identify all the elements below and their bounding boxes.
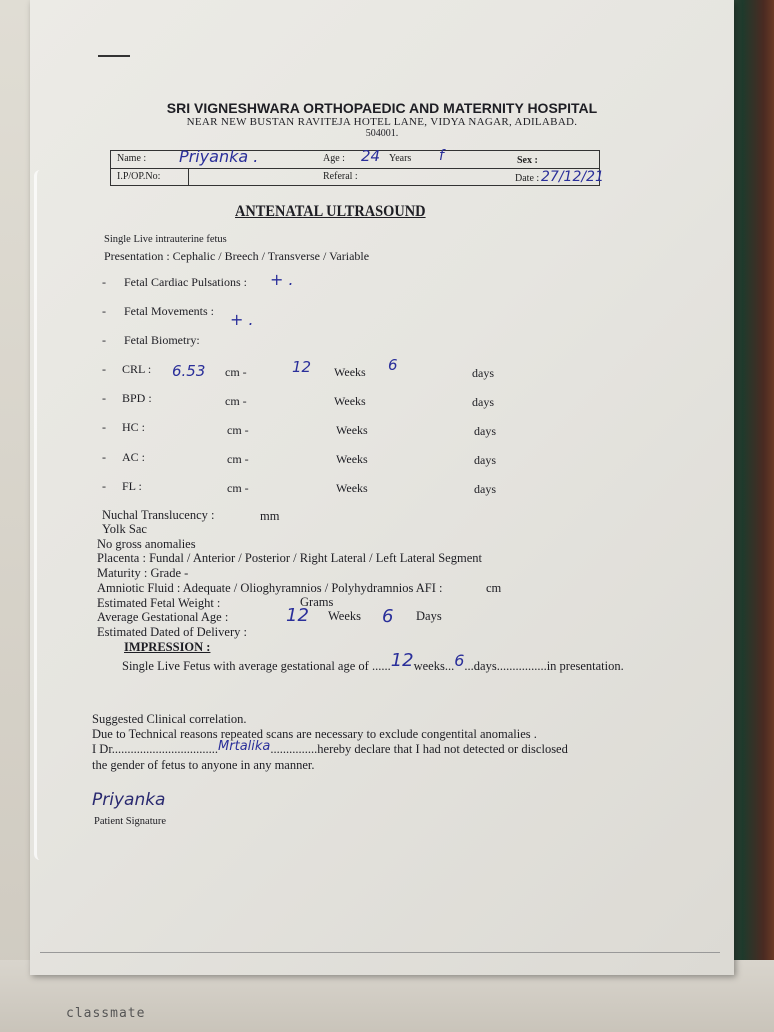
doctor-name: Mrtalika xyxy=(218,739,271,754)
nt-unit: mm xyxy=(260,509,280,523)
pen-mark xyxy=(98,55,130,57)
crl-weeks: Weeks xyxy=(334,365,366,379)
hc-label: HC : xyxy=(122,420,146,434)
biometry-dash: - xyxy=(102,362,106,376)
declaration-line-2: the gender of fetus to anyone in any manner. xyxy=(92,758,315,772)
no-anomalies: No gross anomalies xyxy=(97,537,196,551)
hc-days: days xyxy=(474,424,496,438)
binder-clip xyxy=(34,170,47,860)
amniotic-line: Amniotic Fluid : Adequate / Olioghyramnios / Polyhydramnios AFI : xyxy=(97,581,443,595)
name-value: Priyanka . xyxy=(179,147,259,166)
bpd-cm: cm - xyxy=(225,394,247,408)
ipop-label: I.P/OP.No: xyxy=(117,171,161,182)
fm-dash: - xyxy=(102,304,106,318)
fetus-line: Single Live intrauterine fetus xyxy=(104,234,227,245)
hospital-address: NEAR NEW BUSTAN RAVITEJA HOTEL LANE, VIDYA NAGAR, ADILABAD. xyxy=(186,116,578,128)
biometry-dash: - xyxy=(102,450,106,464)
impression-label: IMPRESSION : xyxy=(124,640,211,654)
yolk-sac: Yolk Sac xyxy=(102,522,147,536)
fl-cm: cm - xyxy=(227,481,249,495)
declare-post: ...............hereby declare that I had not detected or disclosed xyxy=(270,742,568,756)
amniotic-unit: cm xyxy=(486,581,502,595)
patient-signature-mark: Priyanka xyxy=(92,790,166,810)
name-label: Name : xyxy=(117,153,147,164)
biometry-dash: - xyxy=(102,333,106,347)
crl-days-value: 6 xyxy=(388,356,398,374)
biometry-label: Fetal Biometry: xyxy=(124,333,200,347)
referal-label: Referal : xyxy=(323,171,358,182)
report-title: ANTENATAL ULTRASOUND xyxy=(235,203,426,220)
bpd-label: BPD : xyxy=(122,391,152,405)
signature-label: Patient Signature xyxy=(94,816,167,827)
aga-weeks-value: 12 xyxy=(286,605,309,626)
biometry-dash: - xyxy=(102,391,106,405)
ac-days: days xyxy=(474,453,496,467)
fl-days: days xyxy=(474,482,496,496)
placenta-line: Placenta : Fundal / Anterior / Posterior / Right Lateral / Left Lateral Segment xyxy=(97,551,482,565)
declaration-line xyxy=(92,739,568,757)
aga-days-value: 6 xyxy=(382,606,394,627)
box-column-divider xyxy=(188,168,189,185)
fcp-label: Fetal Cardiac Pulsations : xyxy=(124,275,247,289)
maturity-line: Maturity : Grade - xyxy=(97,566,189,580)
impression-text xyxy=(122,650,624,675)
ac-label: AC : xyxy=(122,450,146,464)
ac-cm: cm - xyxy=(227,452,249,466)
efw-unit: Grams xyxy=(300,595,334,609)
crl-weeks-value: 12 xyxy=(292,358,312,376)
date-label: Date : xyxy=(515,173,540,184)
aga-days: Days xyxy=(416,609,442,623)
impression-dots: ...... xyxy=(371,659,391,673)
nt-label: Nuchal Translucency : xyxy=(102,508,215,522)
impression-rest: ...days................in presentation. xyxy=(464,659,624,673)
crl-label: CRL : xyxy=(122,362,152,376)
suggested-line: Suggested Clinical correlation. xyxy=(92,712,247,726)
hc-weeks: Weeks xyxy=(336,423,368,437)
notebook-brand: classmate xyxy=(66,1006,146,1021)
impression-weeks-value: 12 xyxy=(390,650,414,671)
presentation-line: Presentation : Cephalic / Breech / Transverse / Variable xyxy=(104,249,370,263)
impression-days-value: 6 xyxy=(454,651,465,670)
crl-cm: cm - xyxy=(225,365,247,379)
efw-label: Estimated Fetal Weight : xyxy=(97,596,221,610)
page-edge-line xyxy=(40,952,720,953)
sex-mark: f xyxy=(439,148,444,164)
edd-label: Estimated Dated of Delivery : xyxy=(97,625,247,639)
date-value: 27/12/21 xyxy=(541,169,604,185)
aga-weeks: Weeks xyxy=(328,609,362,623)
declare-pre: I Dr.................................. xyxy=(92,742,219,756)
fl-label: FL : xyxy=(122,479,142,493)
biometry-dash: - xyxy=(102,420,106,434)
hc-cm: cm - xyxy=(227,423,249,437)
fm-label: Fetal Movements : xyxy=(124,304,214,318)
report-sheet xyxy=(30,0,734,975)
fl-weeks: Weeks xyxy=(336,481,368,495)
bpd-days: days xyxy=(472,395,494,409)
aga-label: Average Gestational Age : xyxy=(97,610,229,624)
impression-pre: Single Live Fetus with average gestational age of xyxy=(122,659,372,673)
ac-weeks: Weeks xyxy=(336,452,368,466)
fcp-dash: - xyxy=(102,275,106,289)
biometry-dash: - xyxy=(102,479,106,493)
fcp-value: + . xyxy=(270,270,294,289)
crl-value: 6.53 xyxy=(172,362,206,380)
hospital-pincode: 504001. xyxy=(365,128,399,139)
box-divider xyxy=(111,168,599,169)
crl-days: days xyxy=(472,366,494,380)
sex-label: Sex : xyxy=(517,155,538,166)
hospital-name: SRI VIGNESHWARA ORTHOPAEDIC AND MATERNITY HOSPITAL xyxy=(166,100,598,116)
age-value: 24 xyxy=(361,147,381,165)
patient-info-box xyxy=(110,147,604,186)
technical-line: Due to Technical reasons repeated scans are necessary to exclude congentital anomalies . xyxy=(92,727,537,741)
impression-weeks: weeks... xyxy=(413,659,455,673)
years-label: Years xyxy=(389,153,412,164)
bpd-weeks: Weeks xyxy=(334,394,366,408)
fm-value: + . xyxy=(230,310,254,329)
age-label: Age : xyxy=(323,153,345,164)
